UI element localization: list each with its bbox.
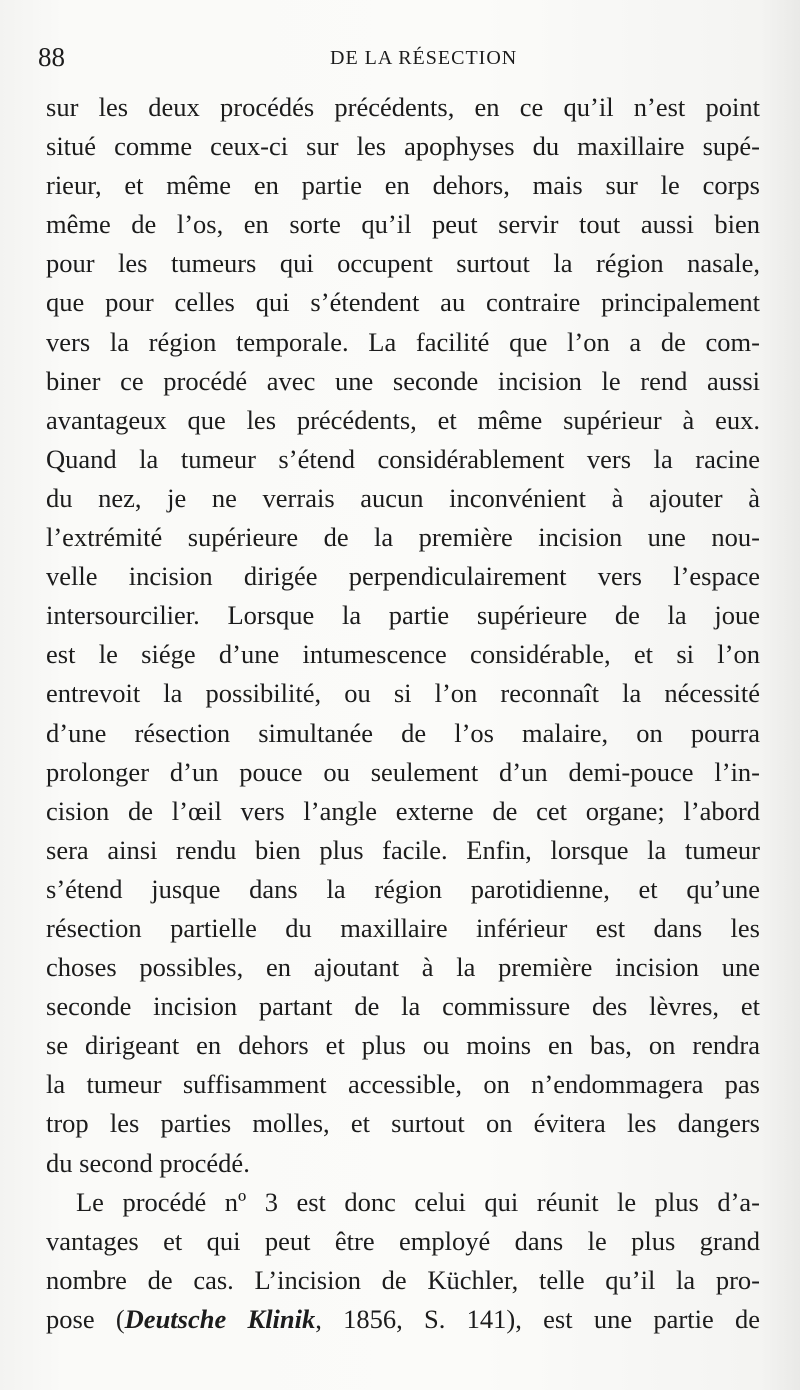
text-line: entrevoit la possibilité, ou si l’on reconnaît la nécessité xyxy=(46,678,760,709)
text-line: sera ainsi rendu bien plus facile. Enfin, lorsque la tumeur xyxy=(46,834,760,865)
text-line: prolonger d’un pouce ou seulement d’un demi-pouce l’in- xyxy=(46,756,760,787)
text-line: pour les tumeurs qui occupent surtout la région nasale, xyxy=(46,248,760,279)
text-line: seconde incision partant de la commissure des lèvres, et xyxy=(46,991,760,1022)
text-line: trop les parties molles, et surtout on évitera les dangers xyxy=(46,1108,760,1139)
body-text xyxy=(46,88,760,1339)
text-line: l’extrémité supérieure de la première incision une nou- xyxy=(46,522,760,553)
text-line: d’une résection simultanée de l’os malaire, on pourra xyxy=(46,717,760,748)
text-line: est le siége d’une intumescence considérable, et si l’on xyxy=(46,639,760,670)
text-line: même de l’os, en sorte qu’il peut servir tout aussi bien xyxy=(46,209,760,240)
journal-title: Deutsche Klinik xyxy=(124,1303,316,1334)
text-line: du second procédé. xyxy=(46,1147,250,1178)
text-line: du nez, je ne verrais aucun inconvénient à ajouter à xyxy=(46,482,760,513)
text-line: se dirigeant en dehors et plus ou moins en bas, on rendra xyxy=(46,1030,760,1061)
text-line: vers la région temporale. La facilité que l’on a de com- xyxy=(46,326,760,357)
page-header xyxy=(38,38,758,78)
page-number: 88 xyxy=(38,42,65,72)
text-line: biner ce procédé avec une seconde incision le rend aussi xyxy=(46,365,760,396)
text-line: la tumeur suffisamment accessible, on n’endommagera pas xyxy=(46,1069,760,1100)
text-line: nombre de cas. L’incision de Küchler, telle qu’il la pro- xyxy=(46,1264,760,1295)
text-line: velle incision dirigée perpendiculairement vers l’espace xyxy=(46,561,760,592)
text-line xyxy=(46,1300,760,1339)
text-line: situé comme ceux-ci sur les apophyses du maxillaire supé- xyxy=(46,131,760,162)
text-line: cision de l’œil vers l’angle externe de cet organe; l’abord xyxy=(46,795,760,826)
text-span: pose ( xyxy=(46,1303,125,1334)
text-span: , 1856, S. 141), est une partie de xyxy=(315,1303,760,1334)
text-line: vantages et qui peut être employé dans le plus grand xyxy=(46,1225,760,1256)
text-line: sur les deux procédés précédents, en ce qu’il n’est point xyxy=(46,92,760,122)
text-line: résection partielle du maxillaire inférieur est dans les xyxy=(46,912,760,943)
running-head: DE LA RÉSECTION xyxy=(330,47,518,69)
text-line: Quand la tumeur s’étend considérablement vers la racine xyxy=(46,443,760,474)
text-line: intersourcilier. Lorsque la partie supérieure de la joue xyxy=(46,600,760,631)
text-line: Le procédé nº 3 est donc celui qui réunit le plus d’a- xyxy=(76,1186,760,1217)
text-line: rieur, et même en partie en dehors, mais sur le corps xyxy=(46,170,760,201)
text-line: s’étend jusque dans la région parotidienne, et qu’une xyxy=(46,873,760,904)
text-line: que pour celles qui s’étendent au contraire principalement xyxy=(46,287,760,318)
text-line: choses possibles, en ajoutant à la première incision une xyxy=(46,952,760,983)
text-line: avantageux que les précédents, et même supérieur à eux. xyxy=(46,404,760,435)
